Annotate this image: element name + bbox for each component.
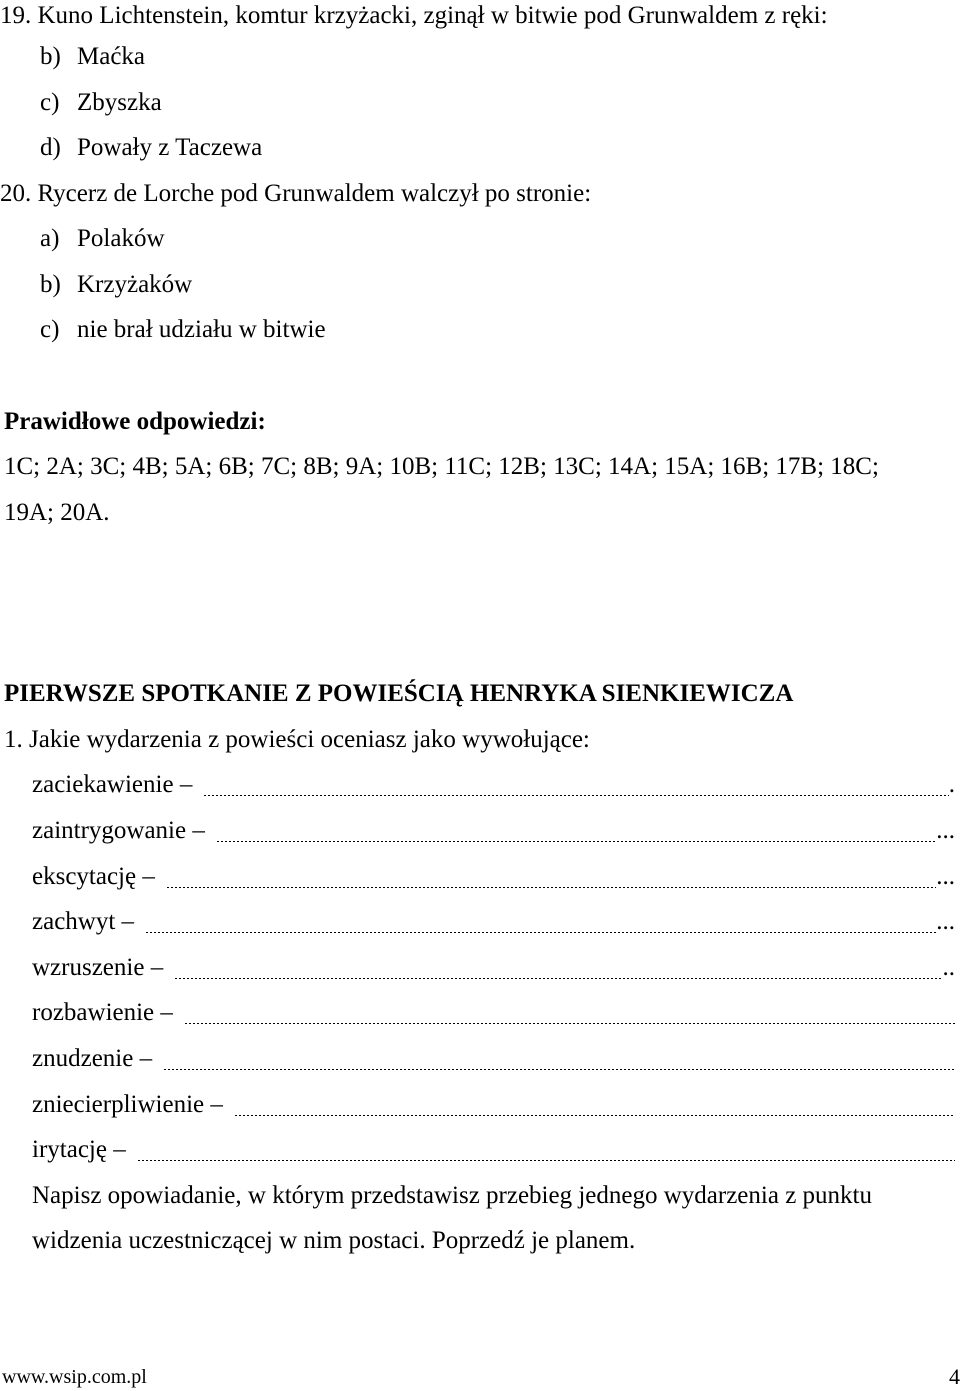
option-text: Powały z Taczewa [77,134,263,161]
question-20: 20. Rycerz de Lorche pod Grunwaldem walczył po stronie: [0,180,592,207]
option-text: nie brał udziału w bitwie [77,316,326,343]
field-zaintrygowanie[interactable]: zaintrygowanie – ... [32,808,955,854]
q19-option-c [40,80,162,126]
field-zaciekawienie[interactable]: zaciekawienie – . [32,762,955,808]
field-zniecierpliwienie[interactable] [32,1082,955,1128]
field-zachwyt[interactable]: zachwyt – ... [32,899,955,945]
field-ekscytacje[interactable]: ekscytację – ... [32,854,955,900]
q20-option-c [40,307,326,353]
question-19: 19. Kuno Lichtenstein, komtur krzyżacki, zginął w bitwie pod Grunwaldem z ręki: [0,2,828,29]
field-label: rozbawienie – [32,999,173,1026]
q19-option-b [40,34,145,80]
task-line-2: widzenia uczestniczącej w nim postaci. Poprzedź je planem. [32,1227,636,1254]
field-wzruszenie[interactable]: wzruszenie – .. [32,945,955,991]
field-label: znudzenie – [32,1045,153,1072]
field-label: ekscytację – [32,863,155,890]
answer-line[interactable] [164,1068,955,1070]
field-label: wzruszenie – [32,954,164,981]
answer-line[interactable] [138,1159,955,1161]
answer-line[interactable] [146,931,936,933]
option-label: b) [40,271,61,298]
field-label: zachwyt – [32,908,135,935]
field-znudzenie[interactable] [32,1036,955,1082]
answers-line-2: 19A; 20A. [4,499,110,526]
q20-option-b [40,262,192,308]
option-label: d) [40,134,61,161]
field-label: irytację – [32,1136,126,1163]
answers-heading: Prawidłowe odpowiedzi: [4,408,266,435]
q19-option-d [40,125,262,171]
field-label: zaintrygowanie – [32,817,205,844]
field-label: zniecierpliwienie – [32,1091,223,1118]
answer-line[interactable] [185,1022,955,1024]
answer-line[interactable] [204,794,948,796]
section-question-1: 1. Jakie wydarzenia z powieści oceniasz jako wywołujące: [4,726,590,753]
option-text: Polaków [77,225,165,252]
footer-url[interactable]: www.wsip.com.pl [2,1366,147,1388]
answer-line[interactable] [235,1114,955,1116]
page-number: 4 [949,1364,960,1389]
answer-line[interactable] [175,977,942,979]
option-label: c) [40,316,60,343]
option-label: c) [40,89,60,116]
answer-line[interactable] [167,886,936,888]
field-rozbawienie[interactable] [32,990,955,1036]
option-label: b) [40,43,61,70]
option-text: Zbyszka [77,89,162,116]
option-label: a) [40,225,60,252]
answers-line-1: 1C; 2A; 3C; 4B; 5A; 6B; 7C; 8B; 9A; 10B; 11C; 12B; 13C; 14A; 15A; 16B; 17B; 18C; [4,453,879,480]
task-line-1: Napisz opowiadanie, w którym przedstawisz przebieg jednego wydarzenia z punktu [32,1182,872,1209]
section-title: PIERWSZE SPOTKANIE Z POWIEŚCIĄ HENRYKA SIENKIEWICZA [4,680,794,707]
field-label: zaciekawienie – [32,771,193,798]
q20-option-a [40,216,165,262]
option-text: Krzyżaków [77,271,193,298]
option-text: Maćka [77,43,146,70]
field-irytacje[interactable] [32,1127,955,1173]
answer-line[interactable] [217,840,936,842]
